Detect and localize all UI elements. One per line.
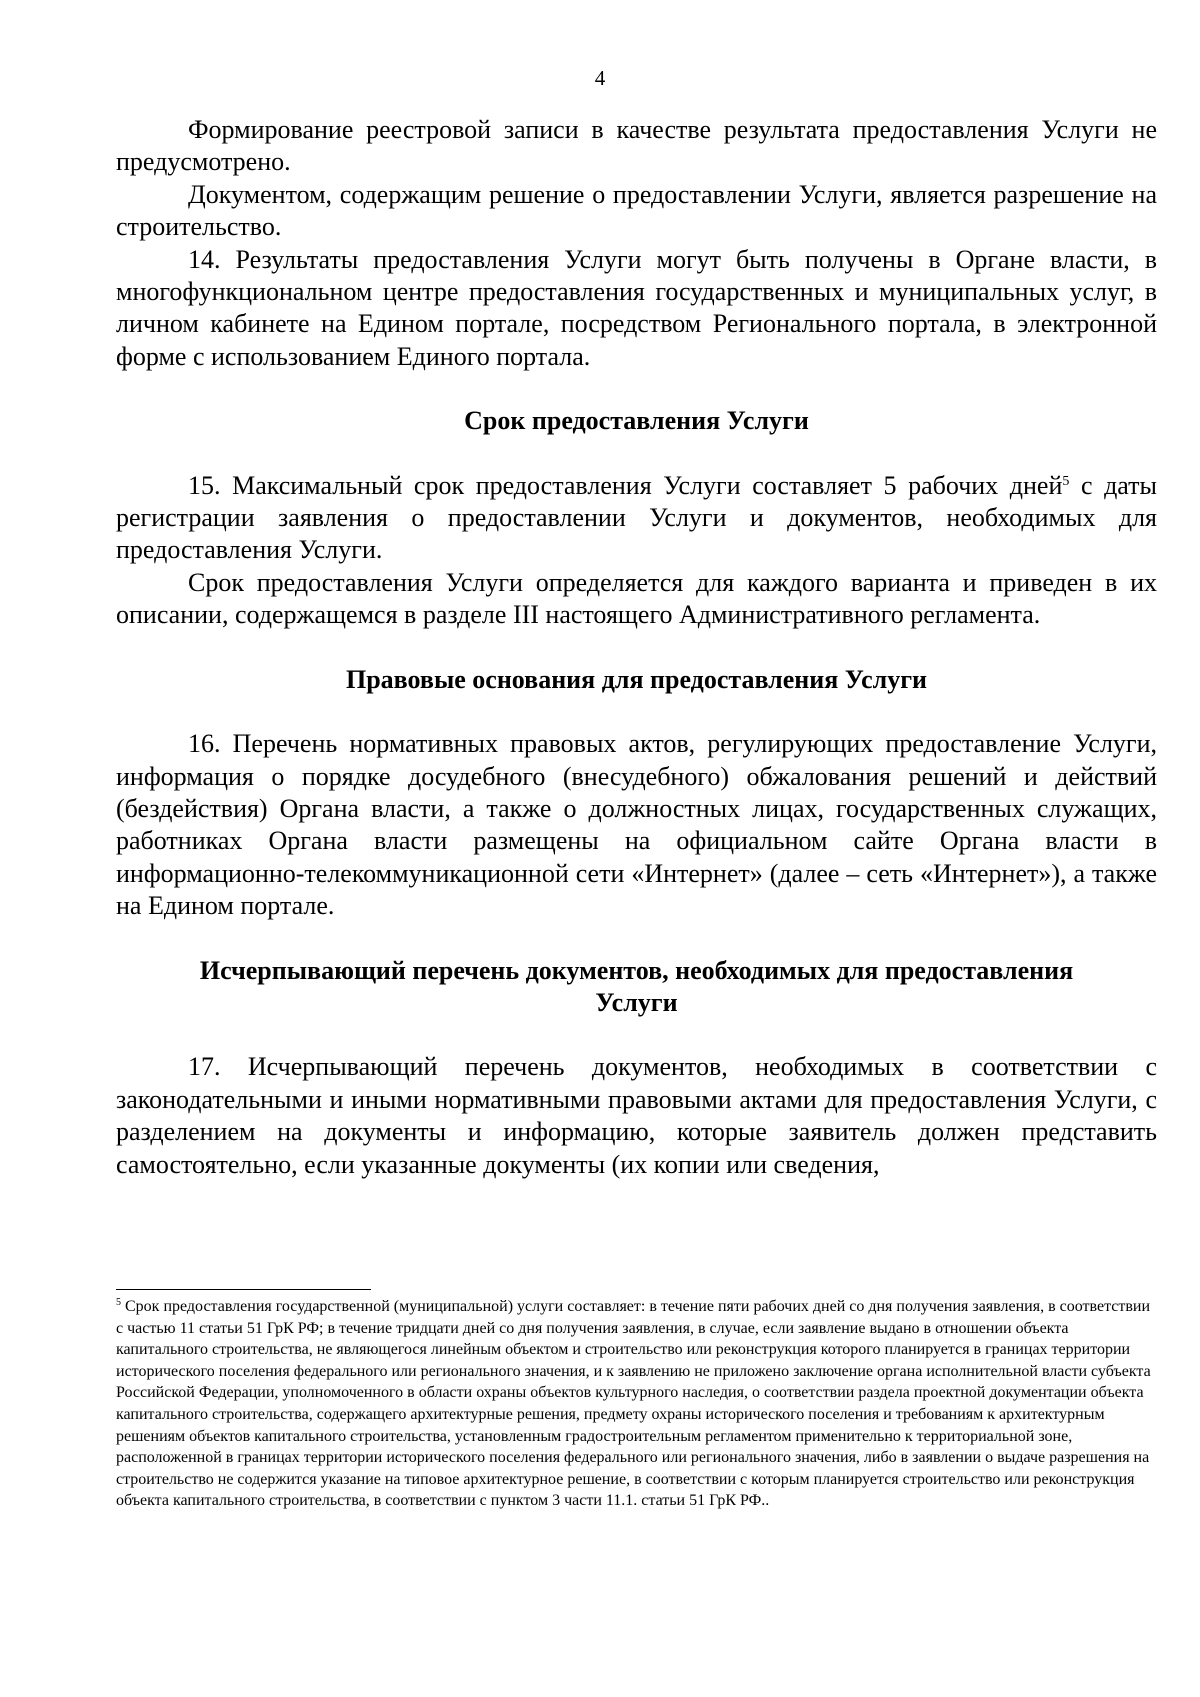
footnote-separator: [116, 1289, 371, 1290]
footnote-reference: 5: [1062, 473, 1070, 489]
footnote-text: Срок предоставления государственной (муниципальной) услуги составляет: в течение пяти рабочих дней со дня получения заявления, в соответствии с частью 11 статьи 51 ГрК РФ; в течение тридцати дней со дня получения заявления, в случае, если заявление выдано в отношении объекта капитального строительства, не являющегося линейным объектом и строительство или реконструкция которого планируется в границах территории исторического поселения федерального или регионального значения, и к заявлению не приложено заключение органа исполнительной власти субъекта Российской Федерации, уполномоченного в области охраны объектов культурного наследия, о соответствии раздела проектной документации объекта капитального строительства, содержащего архитектурные решения, предмету охраны исторического поселения и требованиям к архитектурным решениям объектов капитального строительства, установленным градостроительным регламентом применительно к территориальной зоне, расположенной в границах территории исторического поселения федерального или регионального значения, либо в заявлении о выдаче разрешения на строительство не содержится указание на типовое архитектурное решение, в соответствии с которым планируется строительство или реконструкция объекта капитального строительства, в соответствии с пунктом 3 части 11.1. статьи 51 ГрК РФ..: [116, 1298, 1151, 1510]
page-number: 4: [594, 66, 606, 90]
heading-documents-list: [116, 955, 1157, 1020]
footnote-5: [116, 1296, 1157, 1512]
paragraph-15-max-term: [116, 470, 1157, 567]
paragraph-15-text-end: с даты регистрации заявления о предоставлении Услуги и документов, необходимых для предоставления Услуги.: [116, 470, 1158, 565]
paragraph-registry-record: Формирование реестровой записи в качестве результата предоставления Услуги не предусмотрено.: [116, 115, 1157, 177]
paragraph-term-variants: Срок предоставления Услуги определяется для каждого варианта и приведен в их описании, содержащемся в разделе III настоящего Административного регламента.: [116, 567, 1157, 630]
heading-service-term: Срок предоставления Услуги: [464, 406, 809, 436]
heading-legal-grounds: Правовые основания для предоставления Услуги: [346, 664, 927, 694]
paragraph-17-documents: 17. Исчерпывающий перечень документов, необходимых в соответствии с законодательными и иными нормативными правовыми актами для предоставления Услуги, с разделением на документы и информацию, которые заявитель должен представить самостоятельно, если указанные документы (их копии или сведения,: [116, 1052, 1157, 1179]
heading-documents-list-line1: Исчерпывающий перечень документов, необходимых для предоставления: [199, 955, 1074, 985]
footnote-mark: 5: [116, 1297, 121, 1308]
heading-documents-list-line2: Услуги: [595, 987, 678, 1017]
document-body: [116, 114, 1157, 1181]
paragraph-16-legal-acts: 16. Перечень нормативных правовых актов, регулирующих предоставление Услуги, информация о порядке досудебного (внесудебного) обжалования решений и действий (бездействия) Органа власти, а также о должностных лицах, государственных служащих, работниках Органа власти размещены на официальном сайте Органа власти в информационно-телекоммуникационной сети «Интернет» (далее – сеть «Интернет»), а также на Едином портале.: [116, 729, 1157, 921]
paragraph-decision-document: Документом, содержащим решение о предоставлении Услуги, является разрешение на строительство.: [116, 179, 1157, 242]
paragraph-14-results: 14. Результаты предоставления Услуги могут быть получены в Органе власти, в многофункциональном центре предоставления государственных и муниципальных услуг, в личном кабинете на Едином портале, посредством Регионального портала, в электронной форме с использованием Единого портала.: [116, 244, 1157, 371]
paragraph-15-text-start: 15. Максимальный срок предоставления Услуги составляет 5 рабочих дней: [188, 470, 1063, 500]
